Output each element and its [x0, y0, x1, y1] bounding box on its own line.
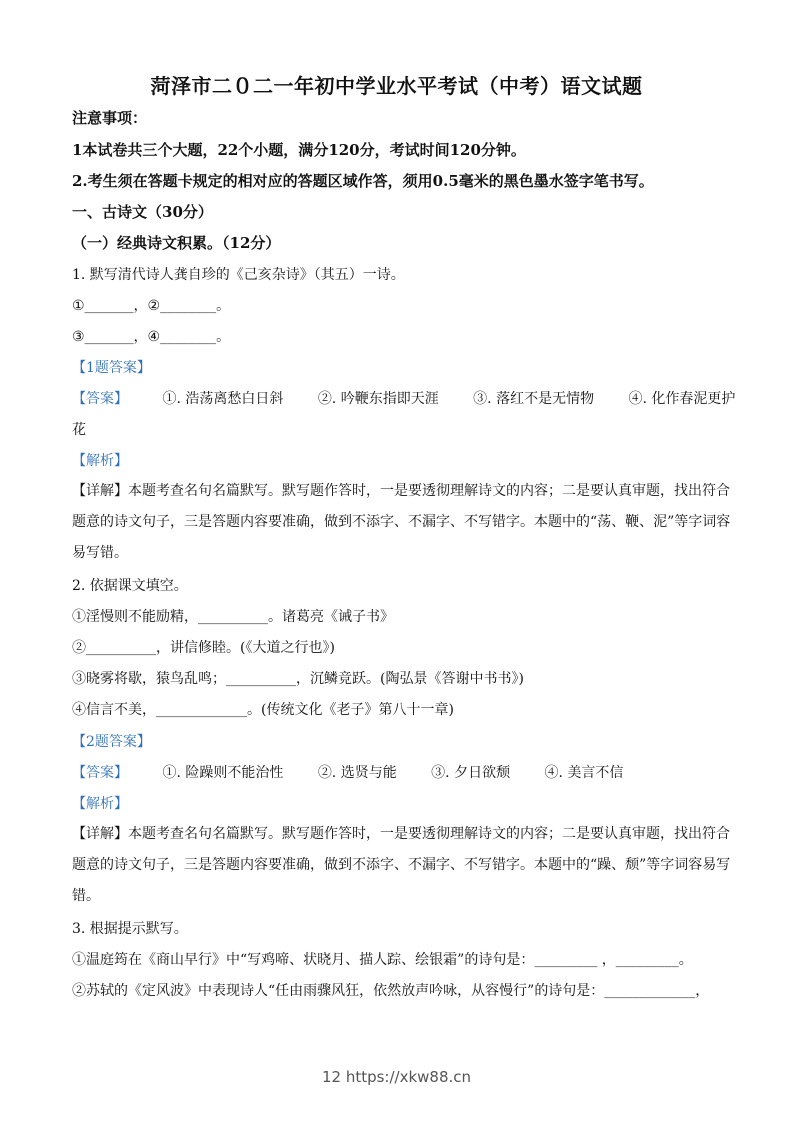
- q3-line-1: ①温庭筠在《商山早行》中“写鸡啼、状晓月、描人踪、绘银霜”的诗句是：_________ ，_________。: [72, 952, 693, 968]
- page-footer: 12 https://xkw88.cn: [321, 1068, 472, 1086]
- notes-heading: 注意事项：: [72, 109, 148, 127]
- answer-item: ④. 美言不信: [544, 765, 624, 781]
- answer-label: 【答案】: [72, 391, 128, 407]
- answer-item: ②. 吟鞭东指即天涯: [317, 391, 439, 407]
- q1-answer-row: [72, 389, 736, 409]
- q2-detail: 【详解】本题考查名句名篇默写。默写题作答时，一是要透彻理解诗文的内容；二是要认真审题，找出符合题意的诗文句子，三是答题内容要准确，做到不添字、不漏字、不写错字。本题中的“躁、颓”等字词容易写错。: [72, 826, 731, 904]
- q1-blank-line-b: ③_______，④________。: [72, 329, 231, 345]
- section-heading-1: 一、古诗文（30分）: [72, 203, 213, 221]
- q1-answer-tag: 【1题答案】: [72, 360, 151, 376]
- q2-line-2: ②__________，讲信修睦。(《大道之行也》): [72, 640, 335, 656]
- q2-answer-row: [72, 763, 732, 783]
- q2-answer-tag: 【2题答案】: [72, 734, 151, 750]
- q2-prompt: 2. 依据课文填空。: [72, 578, 188, 594]
- page-title: 菏泽市二０二一年初中学业水平考试（中考）语文试题: [150, 74, 643, 98]
- q2-line-3: ③晓雾将歇，猿鸟乱鸣；__________，沉鳞竞跃。(陶弘景《答谢中书书》): [72, 671, 524, 687]
- q1-detail: 【详解】本题考查名句名篇默写。默写题作答时，一是要透彻理解诗文的内容；二是要认真审题，找出符合题意的诗文句子，三是答题内容要准确，做到不添字、不漏字、不写错字。本题中的“荡、鞭、泥”等字词容易写错。: [72, 483, 731, 561]
- q2-line-4: ④信言不美，_____________。(传统文化《老子》第八十一章): [72, 702, 454, 718]
- q1-prompt: 1. 默写清代诗人龚自珍的《己亥杂诗》（其五）一诗。: [72, 267, 405, 283]
- answer-item: ①. 浩荡离愁白日斜: [162, 391, 284, 407]
- answer-label: 【答案】: [72, 765, 128, 781]
- q3-prompt: 3. 根据提示默写。: [72, 921, 188, 937]
- subsection-heading-1: （一）经典诗文积累。（12分）: [72, 234, 281, 252]
- note-1: 1本试卷共三个大题，22个小题，满分120分，考试时间120分钟。: [72, 141, 526, 159]
- answer-item: ②. 选贤与能: [317, 765, 397, 781]
- note-2: 2.考生须在答题卡规定的相对应的答题区域作答，须用0.5毫米的黑色墨水签字笔书写。: [72, 172, 654, 190]
- answer-item: ③. 落红不是无情物: [473, 391, 595, 407]
- answer-item: ④. 化作春泥更护: [628, 391, 736, 407]
- answer-item: ③. 夕日欲颓: [431, 765, 511, 781]
- q2-line-1: ①淫慢则不能励精，__________。诸葛亮《诫子书》: [72, 609, 394, 625]
- q1-analysis-tag: 【解析】: [72, 453, 128, 469]
- q1-answer-wrap: 花: [72, 422, 86, 438]
- q3-line-2: ②苏轼的《定风波》中表现诗人“任由雨骤风狂，依然放声吟咏，从容慢行”的诗句是：_____________，: [72, 983, 710, 999]
- answer-item: ①. 险躁则不能治性: [162, 765, 284, 781]
- q2-analysis-tag: 【解析】: [72, 796, 128, 812]
- q1-blank-line-a: ①_______，②________。: [72, 298, 231, 314]
